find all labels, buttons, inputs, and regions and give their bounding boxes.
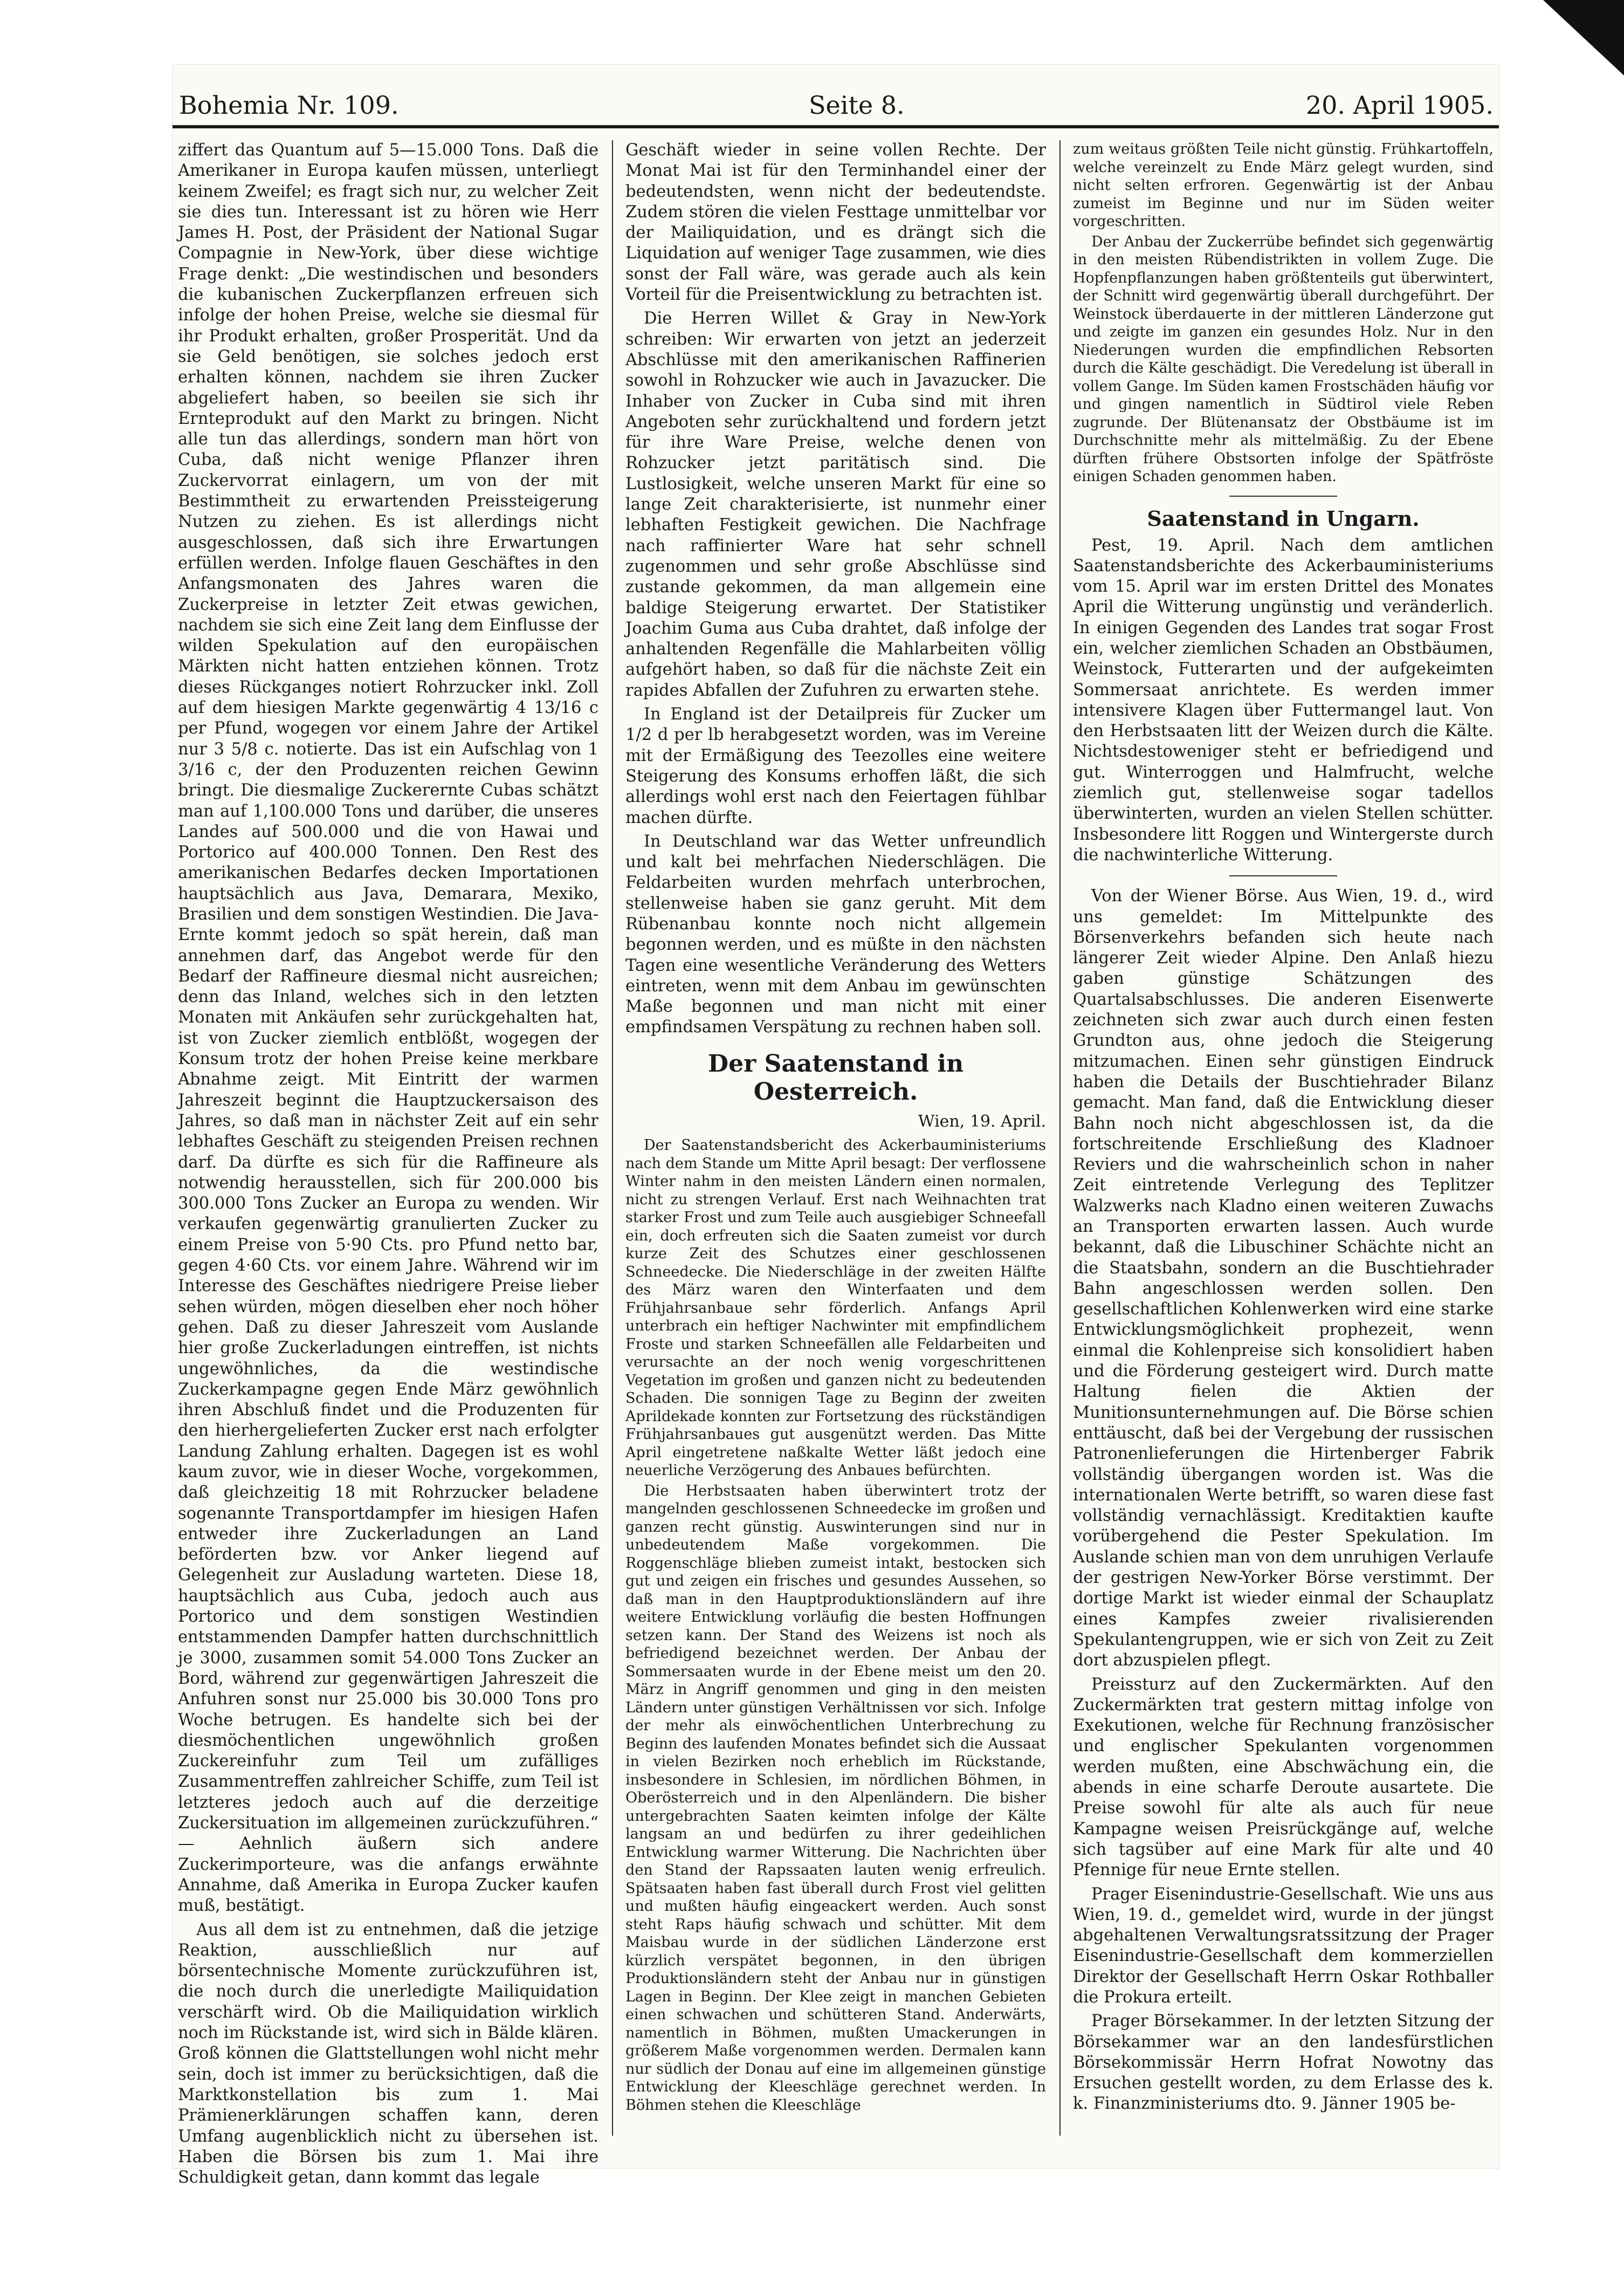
article-paragraph: ziffert das Quantum auf 5—15.000 Tons. Daß die Amerikaner in Europa kaufen müssen, unterliegt keinem Zweifel; es fragt sich nur, zu welcher Zeit sie dies tun. Interessant ist zu hören wie Herr James H. Post, der Präsident der National Sugar Compagnie in New-York, über diese wichtige Frage denkt: „Die westindischen und besonders die kubanischen Zuckerpflanzen erfreuen sich infolge der hohen Preise, welche sie diesmal für ihr Produkt erhalten, großer Prosperität. Und da sie Geld benötigen, sie solches jedoch erst erhalten können, nachdem sie ihren Zucker abgeliefert haben, so beeilen sie sich ihr Ernteprodukt auf den Markt zu bringen. Nicht alle tun das allerdings, sondern man hört von Cuba, daß nicht wenige Pflanzer ihren Zuckervorrat einlagern, um von der mit Bestimmtheit zu erwartenden Preissteigerung Nutzen zu ziehen. Es ist allerdings nicht ausgeschlossen, daß sich ihre Erwartungen erfüllen werden. Infolge flauen Geschäftes in den Anfangsmonaten des Jahres waren die Zuckerpreise in letzter Zeit etwas gewichen, nachdem sie sich eine Zeit lang dem Einflusse der wilden Spekulation auf den europäischen Märkten nicht hatten entziehen können. Trotz dieses Rückganges notiert Rohrzucker inkl. Zoll auf dem hiesigen Markte gegenwärtig 4 13/16 c per Pfund, wogegen vor einem Jahre der Artikel nur 3 5/8 c. notierte. Das ist ein Aufschlag von 1 3/16 c, der den Produzenten reichen Gewinn bringt. Die diesmalige Zuckerernte Cubas schätzt man auf 1,100.000 Tons und darüber, die unseres Landes auf 500.000 und die von Hawai und Portorico auf 400.000 Tonnen. Den Rest des amerikanischen Bedarfes decken Importationen hauptsächlich aus Java, Demarara, Mexiko, Brasilien und dem sonstigen Westindien. Die Java-Ernte kommt jedoch so spät herein, daß man annehmen darf, das Angebot werde für den Bedarf der Raffineure diesmal nicht ausreichen; denn das Inland, welches sich in den letzten Monaten mit Ankäufen sehr zurückgehalten hat, ist von Zucker ziemlich entblößt, wogegen der Konsum trotz der hohen Preise keine merkbare Abnahme zeigt. Mit Eintritt der warmen Jahreszeit beginnt die Hauptzuckersaison des Jahres, so daß man in nächster Zeit auf ein sehr lebhaftes Geschäft zu steigenden Preisen rechnen darf. Da dürfte es sich für die Raffineure als notwendig herausstellen, sich für 200.000 bis 300.000 Tons Zucker an Europa zu wenden. Wir verkaufen gegenwärtig granulierten Zucker zu einem Preise von 5·90 Cts. pro Pfund netto bar, gegen 4·60 Cts. vor einem Jahre. Während wir im Interesse des Geschäftes niedrigere Preise lieber sehen würden, mögen dieselben eher noch höher gehen. Daß zu dieser Jahreszeit vom Auslande hier große Zuckerladungen eintreffen, ist nichts ungewöhnliches, da die westindische Zuckerkampagne gegen Ende März gewöhnlich ihren Abschluß findet und die Produzenten für den hierhergelieferten Zucker erst nach erfolgter Landung Zahlung erhalten. Dagegen ist es wohl kaum zuvor, wie in dieser Woche, vorgekommen, daß gleichzeitig 18 mit Rohrzucker beladene sogenannte Transportdampfer im hiesigen Hafen entweder ihre Zuckerladungen an Land beförderten bzw. vor Anker liegend auf Gelegenheit zur Ausladung warteten. Diese 18, hauptsächlich aus Cuba, jedoch auch aus Portorico und dem sonstigen Westindien entstammenden Dampfer hatten durchschnittlich je 3000, zusammen somit 54.000 Tons Zucker an Bord, während zur gegenwärtigen Jahreszeit die Anfuhren sonst nur 25.000 bis 30.000 Tons pro Woche betrugen. Es handelte sich bei der diesmöchentlichen ungewöhnlich großen Zuckereinfuhr zum Teil um zufälliges Zusammentreffen zahlreicher Schiffe, zum Teil ist letzteres jedoch auch auf die derzeitige Zuckersituation im allgemeinen zurückzuführen.“ — Aehnlich äußern sich andere Zuckerimporteure, was die anfangs erwähnte Annahme, daß Amerika in Europa Zucker kaufen muß, bestätigt. xyxy=(178,141,598,1916)
page-corner-shadow xyxy=(1543,0,1624,76)
article-paragraph: Von der Wiener Börse. Aus Wien, 19. d., wird uns gemeldet: Im Mittelpunkte des Börsenverkehrs befanden sich heute nach längerer Zeit wieder Alpine. Den Anlaß hiezu gaben günstige Schätzungen des Quartalsabschlusses. Die anderen Eisenwerte zeichneten sich zwar auch durch einen festen Grundton aus, ohne jedoch die Steigerung mitzumachen. Einen sehr günstigen Eindruck haben die Details der Buschtiehrader Bilanz gemacht. Man fand, daß die Entwicklung dieser Bahn noch nicht abgeschlossen ist, da die fortschreitende Erschließung des Kladnoer Reviers und die wahrscheinlich schon in naher Zeit eintretende Verlegung des Teplitzer Walzwerks nach Kladno einen weiteren Zuwachs an Transporten erwarten lassen. Auch wurde bekannt, daß die Libuschiner Schächte nicht an die Staatsbahn, sondern an die Buschtiehrader Bahn angeschlossen werden sollen. Den gesellschaftlichen Kohlenwerken wird eine starke Entwicklungsmöglichkeit prophezeit, wenn einmal die Kohlenpreise sich konsolidiert haben und die Förderung gesteigert wird. Durch matte Haltung fielen die Aktien der Munitionsunternehmungen auf. Die Börse schien enttäuscht, daß bei der Vergebung der russischen Patronenlieferungen die Hirtenberger Fabrik vollständig übergangen worden ist. Was die internationalen Werte betrifft, so waren diese fast vollständig vernachlässigt. Kreditaktien kaufte vorübergehend die Pester Spekulation. Im Auslande schien man von dem unruhigen Verlaufe der gestrigen New-Yorker Börse verstimmt. Der dortige Markt ist wieder einmal der Schauplatz eines Kampfes zweier rivalisierenden Spekulantengruppen, wie er sich von Zeit zu Zeit dort abzuspielen pflegt. xyxy=(1073,887,1494,1670)
article-paragraph: In England ist der Detailpreis für Zucker um 1/2 d per lb herabgesetzt worden, was im Vereine mit der Ermäßigung des Teezolles eine weitere Steigerung des Konsums erhoffen läßt, die sich allerdings wohl erst nach den Feiertagen fühlbar machen dürfte. xyxy=(625,705,1046,827)
dateline: Wien, 19. April. xyxy=(918,1112,1046,1131)
column-1 xyxy=(178,140,598,2187)
article-paragraph: Pest, 19. April. Nach dem amtlichen Saatenstandsberichte des Ackerbauministeriums vom 15. April war im ersten Drittel des Monates April die Witterung ungünstig und veränderlich. In einigen Gegenden des Landes trat sogar Frost ein, welcher ziemlichen Schaden an Obstbäumen, Weinstock, Futterarten und der aufgekeimten Sommersaat anrichtete. Es werden immer intensivere Klagen über Futtermangel laut. Von den Herbstsaaten litt der Weizen durch die Kälte. Nichtsdestoweniger steht er befriedigend und gut. Winterroggen und Halmfrucht, welche ziemlich gut, stellenweise sogar tadellos überwinterten, wurden an vielen Stellen schütter. Insbesondere litt Roggen und Wintergerste durch die nachwinterliche Witterung. xyxy=(1073,536,1494,865)
article-paragraph: Aus all dem ist zu entnehmen, daß die jetzige Reaktion, ausschließlich nur auf börsentechnische Momente zurückzuführen ist, die noch durch die unerledigte Mailiquidation verschärft wird. Ob die Mailiquidation wirklich noch im Rückstande ist, wird sich in Bälde klären. Groß können die Glattstellungen wohl nicht mehr sein, doch ist immer zu berücksichtigen, daß die Marktkonstellation bis zum 1. Mai Prämienerklärungen schaffen kann, deren Umfang augenblicklich nicht zu übersehen ist. Haben die Börsen bis zum 1. Mai ihre Schuldigkeit getan, dann kommt das legale xyxy=(178,1920,598,2187)
article-paragraph: Der Anbau der Zuckerrübe befindet sich gegenwärtig in den meisten Rübendistrikten in vollem Zuge. Die Hopfenpflanzungen haben größtenteils gut überwintert, der Schnitt wird gegenwärtig überall durchgeführt. Der Weinstock überdauerte in der mittleren Länderzone gut und zeigte im ganzen ein gesundes Holz. Nur in den Niederungen wurden die empfindlichen Rebsorten durch die Kälte geschädigt. Die Veredelung ist überall in vollem Gange. Im Süden kamen Frostschäden häufig vor und gingen namentlich in Südtirol viele Reben zugrunde. Der Blütenansatz der Obstbäume ist im Durchschnitte mehr als mittelmäßig. Zu der Ebene dürften frühere Obstsorten infolge der Spätfröste einigen Schaden genommen haben. xyxy=(1073,233,1494,485)
masthead-issue: Bohemia Nr. 109. xyxy=(179,91,399,120)
page-number: Seite 8. xyxy=(809,91,905,120)
section-headline: Der Saatenstand in Oesterreich. xyxy=(707,1050,964,1106)
issue-date: 20. April 1905. xyxy=(1305,91,1494,120)
article-paragraph: In Deutschland war das Wetter unfreundlich und kalt bei mehrfachen Niederschlägen. Die Feldarbeiten wurden mehrfach unterbrochen, stellenweise haben sie ganz geruht. Mit dem Rübenanbau konnte noch nicht allgemein begonnen werden, und es müßte in den nächsten Tagen eine wesentliche Veränderung des Wetters eintreten, wenn mit dem Anbau im gewünschten Maße begonnen und man nicht mit einer empfindsamen Verspätung zu rechnen haben soll. xyxy=(625,832,1046,1037)
article-paragraph: zum weitaus größten Teile nicht günstig. Frühkartoffeln, welche vereinzelt zu Ende März gelegt wurden, sind nicht selten erfroren. Gegenwärtig ist der Anbau zumeist im Beginne und nur im Süden weiter vorgeschritten. xyxy=(1073,141,1494,230)
article-paragraph: Prager Börsekammer. In der letzten Sitzung der Börsekammer war an den landesfürstlichen Börsekommissär Herrn Hofrat Nowotny das Ersuchen gestellt worden, zu dem Erlasse des k. k. Finanzministeriums dto. 9. Jänner 1905 be- xyxy=(1073,2012,1494,2114)
article-paragraph: Die Herren Willet & Gray in New-York schreiben: Wir erwarten von jetzt an jederzeit Abschlüsse mit den amerikanischen Raffinerien sowohl in Rohzucker wie auch in Javazucker. Die Inhaber von Zucker in Cuba sind mit ihren Angeboten sehr zurückhaltend und fordern jetzt für ihre Ware Preise, welche denen von Rohzucker jetzt paritätisch sind. Die Lustlosigkeit, welche unseren Markt für eine so lange Zeit charakterisierte, ist nunmehr einer lebhaften Festigkeit gewichen. Die Nachfrage nach raffinierter Ware hat sehr schnell zugenommen und sehr große Abschlüsse sind zustande gekommen, da man allgemein eine baldige Steigerung erwartet. Der Statistiker Joachim Guma aus Cuba drahtet, daß infolge der anhaltenden Regenfälle die Mahlarbeiten völlig aufgehört haben, so daß für die nächste Zeit ein rapides Abfallen der Zufuhren zu erwarten stehe. xyxy=(625,309,1046,700)
section-separator xyxy=(1229,875,1337,876)
article-paragraph: Geschäft wieder in seine vollen Rechte. Der Monat Mai ist für den Terminhandel einer der bedeutendsten, wenn nicht der bedeutendste. Zudem stören die vielen Festtage unmittelbar vor der Mailiquidation, und es drängt sich die Liquidation auf weniger Tage zusammen, wie dies sonst der Fall wäre, was gerade auch als kein Vorteil für die Preisentwicklung zu betrachten ist. xyxy=(625,141,1046,305)
section-headline: Saatenstand in Ungarn. xyxy=(1147,506,1420,531)
article-paragraph: Die Herbstsaaten haben überwintert trotz der mangelnden geschlossenen Schneedecke im großen und ganzen recht günstig. Auswinterungen sind nur in unbedeutendem Maße vorgekommen. Die Roggenschläge blieben zumeist intakt, bestocken sich gut und zeigen ein frisches und gesundes Aussehen, so daß man in den Hauptproduktionsländern auf ihre weitere Entwicklung vorläufig die besten Hoffnungen setzen kann. Der Stand des Weizens ist noch als befriedigend bezeichnet werden. Der Anbau der Sommersaaten wurde in der Ebene meist um den 20. März in Angriff genommen und ging in den meisten Ländern unter günstigen Verhältnissen vor sich. Infolge der mehr als einwöchentlichen Unterbrechung zu Beginn des laufenden Monates befindet sich die Aussaat in vielen Bezirken noch erheblich im Rückstande, insbesondere in Schlesien, im nördlichen Böhmen, in Oberösterreich und in den Alpenländern. Die bisher untergebrachten Saaten keimten infolge der Kälte langsam an und bedürfen zu ihrer gedeihlichen Entwicklung warmer Witterung. Die Nachrichten über den Stand der Rapssaaten lauten wenig erfreulich. Spätsaaten haben fast überall durch Frost viel gelitten und mußten häufig eingeackert werden. Auch sonst steht Raps häufig schwach und schütter. Mit dem Maisbau wurde in der südlichen Länderzone erst kürzlich verspätet begonnen, in den übrigen Produktionsländern steht der Anbau nur in günstigen Lagen in Beginn. Der Klee zeigt in manchen Gebieten einen schwachen und schütteren Stand. Anderwärts, namentlich in Böhmen, mußten Umackerungen in größerem Maße vorgenommen werden. Dermalen kann nur südlich der Donau auf eine im allgemeinen günstige Entwicklung der Kleeschläge gerechnet werden. In Böhmen stehen die Kleeschläge xyxy=(625,1482,1046,2114)
newspaper-page xyxy=(173,65,1499,2187)
column-2 xyxy=(625,140,1046,2136)
header-rule xyxy=(173,125,1499,128)
report-continuation xyxy=(1073,140,1494,486)
article-paragraph: Preissturz auf den Zuckermärkten. Auf den Zuckermärkten trat gestern mittag infolge von Exekutionen, welche für Rechnung französischer und englischer Spekulanten vorgenommen werden mußten, eine Abschwächung ein, die abends in eine scharfe Deroute ausartete. Die Preise sowohl für alte als auch für neue Kampagne weisen Preisrückgänge auf, welche sich tagsüber auf eine Mark für alte und 40 Pfennige für neue Ernte stellen. xyxy=(1073,1675,1494,1880)
column-divider xyxy=(1059,140,1061,2136)
section-separator xyxy=(1229,496,1337,497)
report-body xyxy=(625,1136,1046,2114)
article-paragraph: Der Saatenstandsbericht des Ackerbauministeriums nach dem Stande um Mitte April besagt: Der verflossene Winter nahm in den meisten Ländern einen normalen, nicht zu strengen Verlauf. Erst nach Weihnachten trat starker Frost und zum Teile auch ausgiebiger Schneefall ein, doch erfreuten sich die Saaten zumeist vor durch kurze Zeit des Schutzes einer geschlossenen Schneedecke. Die Niederschläge in der zweiten Hälfte des März waren den Winterfaaten und dem Frühjahrsanbaue sehr förderlich. Anfangs April unterbrach ein heftiger Nachwinter mit empfindlichem Froste und starken Schneefällen alle Feldarbeiten und verursachte an der noch wenig vorgeschrittenen Vegetation im großen und ganzen nicht zu bedeutenden Schaden. Die sonnigen Tage zu Beginn der zweiten Aprildekade konnten zur Fortsetzung des rückständigen Frühjahrsanbaues gut ausgenützt werden. Das Mitte April eingetretene naßkalte Wetter läßt jedoch eine neuerliche Verzögerung des Anbaues befürchten. xyxy=(625,1137,1046,1479)
article-paragraph: Prager Eisenindustrie-Gesellschaft. Wie uns aus Wien, 19. d., gemeldet wird, wurde in der jüngst abgehaltenen Verwaltungsratssitzung der Prager Eisenindustrie-Gesellschaft dem kommerziellen Direktor der Gesellschaft Herrn Oskar Rothballer die Prokura erteilt. xyxy=(1073,1884,1494,2007)
column-divider xyxy=(612,140,613,2136)
column-3 xyxy=(1073,140,1494,2136)
page-header xyxy=(173,86,1499,124)
